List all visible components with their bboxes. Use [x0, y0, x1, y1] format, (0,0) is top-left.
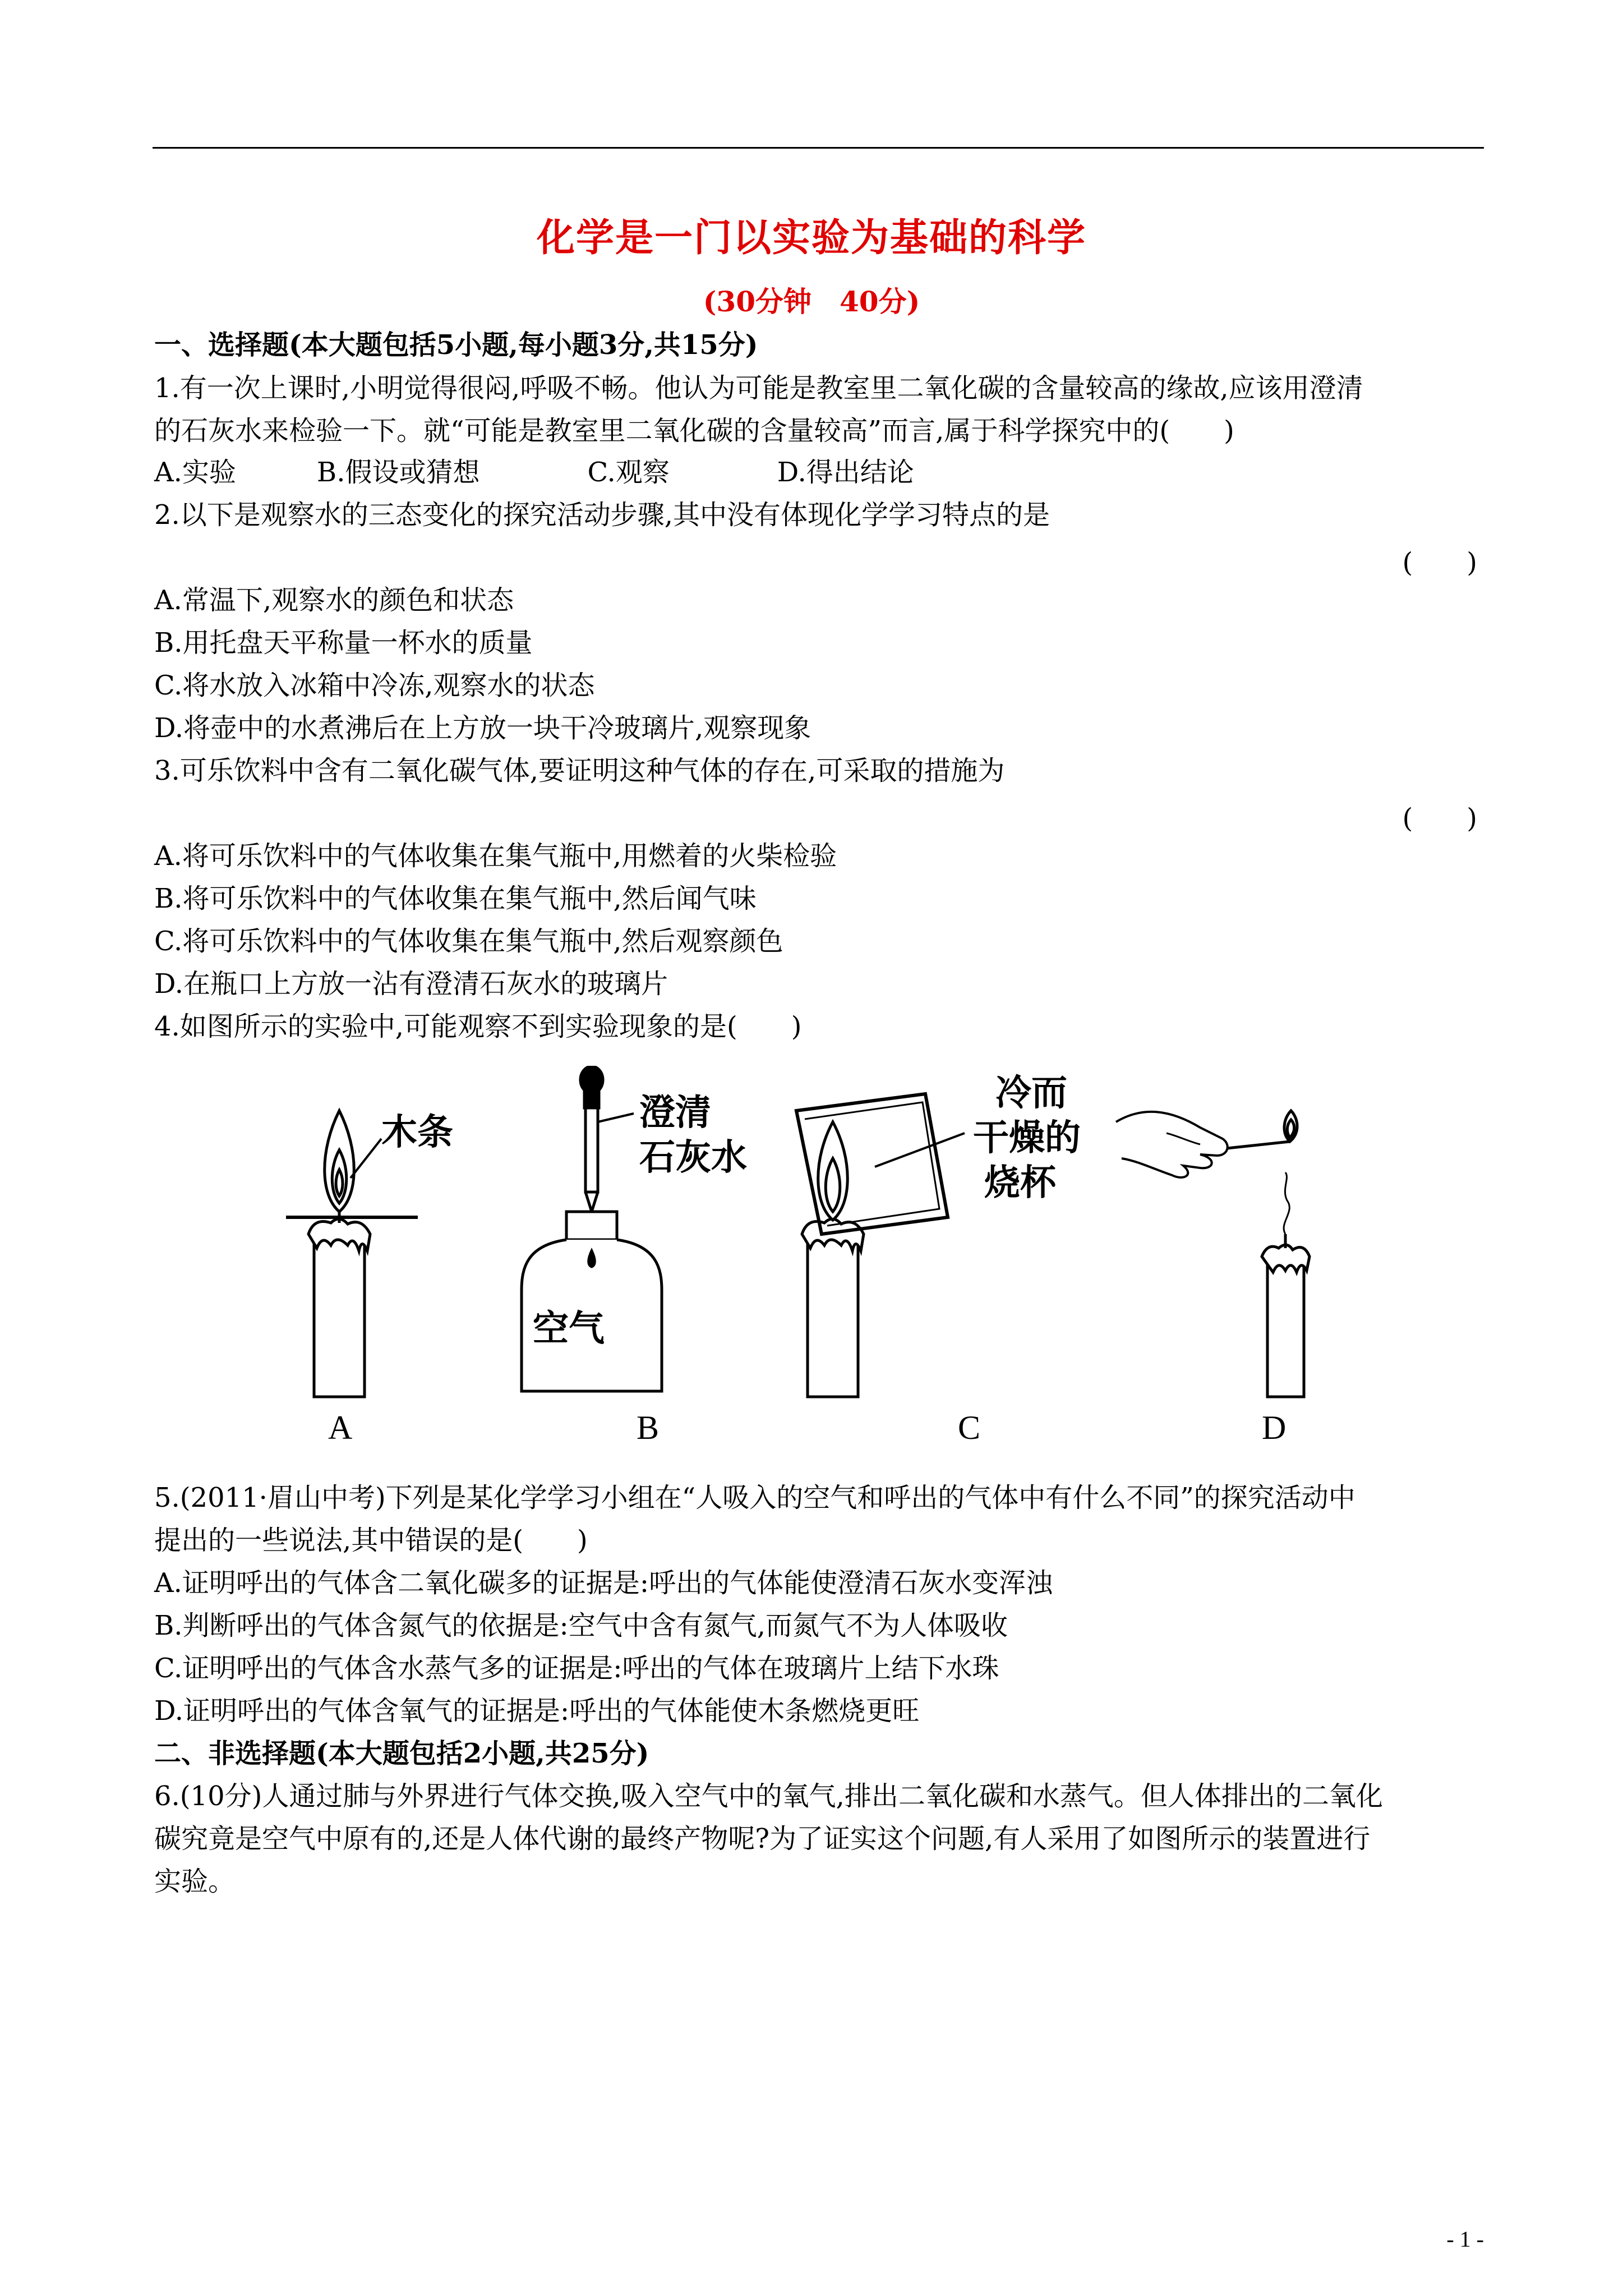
q6-line-1: 6.(10分)人通过肺与外界进行气体交换,吸入空气中的氧气,排出二氧化碳和水蒸气。但人体排出的二氧化: [154, 1780, 1383, 1812]
section-2-heading: 二、非选择题(本大题包括2小题,共25分): [154, 1738, 649, 1769]
figure-label-beaker-3: 烧杯: [984, 1162, 1056, 1204]
q2-option-d: D.将壶中的水煮沸后在上方放一块干冷玻璃片,观察现象: [154, 712, 811, 744]
page-title: 化学是一门以实验为基础的科学: [536, 215, 1086, 260]
q5-line-1: 5.(2011·眉山中考)下列是某化学学习小组在“人吸入的空气和呼出的气体中有什么不同”的探究活动中: [154, 1482, 1355, 1513]
q5-line-2: 提出的一些说法,其中错误的是( ): [154, 1525, 588, 1556]
q2-option-c: C.将水放入冰箱中冷冻,观察水的状态: [154, 670, 595, 701]
figure-caption-a: A: [328, 1409, 353, 1446]
q3-option-b: B.将可乐饮料中的气体收集在集气瓶中,然后闻气味: [154, 883, 757, 914]
section-1-heading: 一、选择题(本大题包括5小题,每小题3分,共15分): [154, 329, 758, 361]
figure-label-limewater-2: 石灰水: [639, 1137, 747, 1179]
q3-option-d: D.在瓶口上方放一沾有澄清石灰水的玻璃片: [154, 968, 668, 1000]
q4-figure: [269, 1066, 1525, 1447]
figure-a-candle: [286, 1111, 418, 1397]
figure-label-limewater-1: 澄清: [639, 1092, 711, 1134]
figure-label-air: 空气: [533, 1308, 605, 1350]
q5-option-a: A.证明呼出的气体含二氧化碳多的证据是:呼出的气体能使澄清石灰水变浑浊: [154, 1567, 1053, 1599]
q1-line-1: 1.有一次上课时,小明觉得很闷,呼吸不畅。他认为可能是教室里二氧化碳的含量较高的缘故,应该用澄清: [154, 372, 1363, 404]
figure-caption-c: C: [958, 1409, 981, 1446]
q5-option-c: C.证明呼出的气体含水蒸气多的证据是:呼出的气体在玻璃片上结下水珠: [154, 1653, 999, 1684]
figure-label-beaker-1: 冷而: [995, 1073, 1067, 1114]
page-subtitle: (30分钟 40分): [703, 285, 920, 318]
figure-caption-d: D: [1262, 1409, 1287, 1446]
q6-line-3: 实验。: [154, 1866, 236, 1897]
figure-d-candle-match: [1116, 1111, 1310, 1397]
q2-answer-paren: ( ): [1402, 547, 1477, 578]
q3-option-c: C.将可乐饮料中的气体收集在集气瓶中,然后观察颜色: [154, 926, 783, 957]
q5-option-b: B.判断呼出的气体含氮气的依据是:空气中含有氮气,而氮气不为人体吸收: [154, 1610, 1008, 1641]
q5-option-d: D.证明呼出的气体含氧气的证据是:呼出的气体能使木条燃烧更旺: [154, 1695, 920, 1727]
q2-stem: 2.以下是观察水的三态变化的探究活动步骤,其中没有体现化学学习特点的是: [154, 499, 1050, 531]
header-rule: [153, 147, 1484, 149]
figure-caption-b: B: [637, 1409, 660, 1446]
q2-option-b: B.用托盘天平称量一杯水的质量: [154, 627, 533, 659]
q3-option-a: A.将可乐饮料中的气体收集在集气瓶中,用燃着的火柴检验: [154, 840, 837, 872]
q6-line-2: 碳究竟是空气中原有的,还是人体代谢的最终产物呢?为了证实这个问题,有人采用了如图所示的装置进行: [154, 1823, 1371, 1855]
q2-option-a: A.常温下,观察水的颜色和状态: [154, 585, 514, 616]
q3-answer-paren: ( ): [1402, 803, 1477, 834]
q4-stem: 4.如图所示的实验中,可能观察不到实验现象的是( ): [154, 1011, 802, 1042]
figure-label-stick: 木条: [381, 1112, 453, 1153]
q1-line-2: 的石灰水来检验一下。就“可能是教室里二氧化碳的含量较高”而言,属于科学探究中的( ): [154, 415, 1234, 447]
q3-stem: 3.可乐饮料中含有二氧化碳气体,要证明这种气体的存在,可采取的措施为: [154, 755, 1005, 786]
figure-label-beaker-2: 干燥的: [973, 1117, 1081, 1159]
q1-options: A.实验 B.假设或猜想 C.观察 D.得出结论: [154, 457, 914, 488]
figure-c-candle-beaker: [796, 1094, 965, 1397]
page-number: - 1 -: [1446, 2226, 1484, 2252]
